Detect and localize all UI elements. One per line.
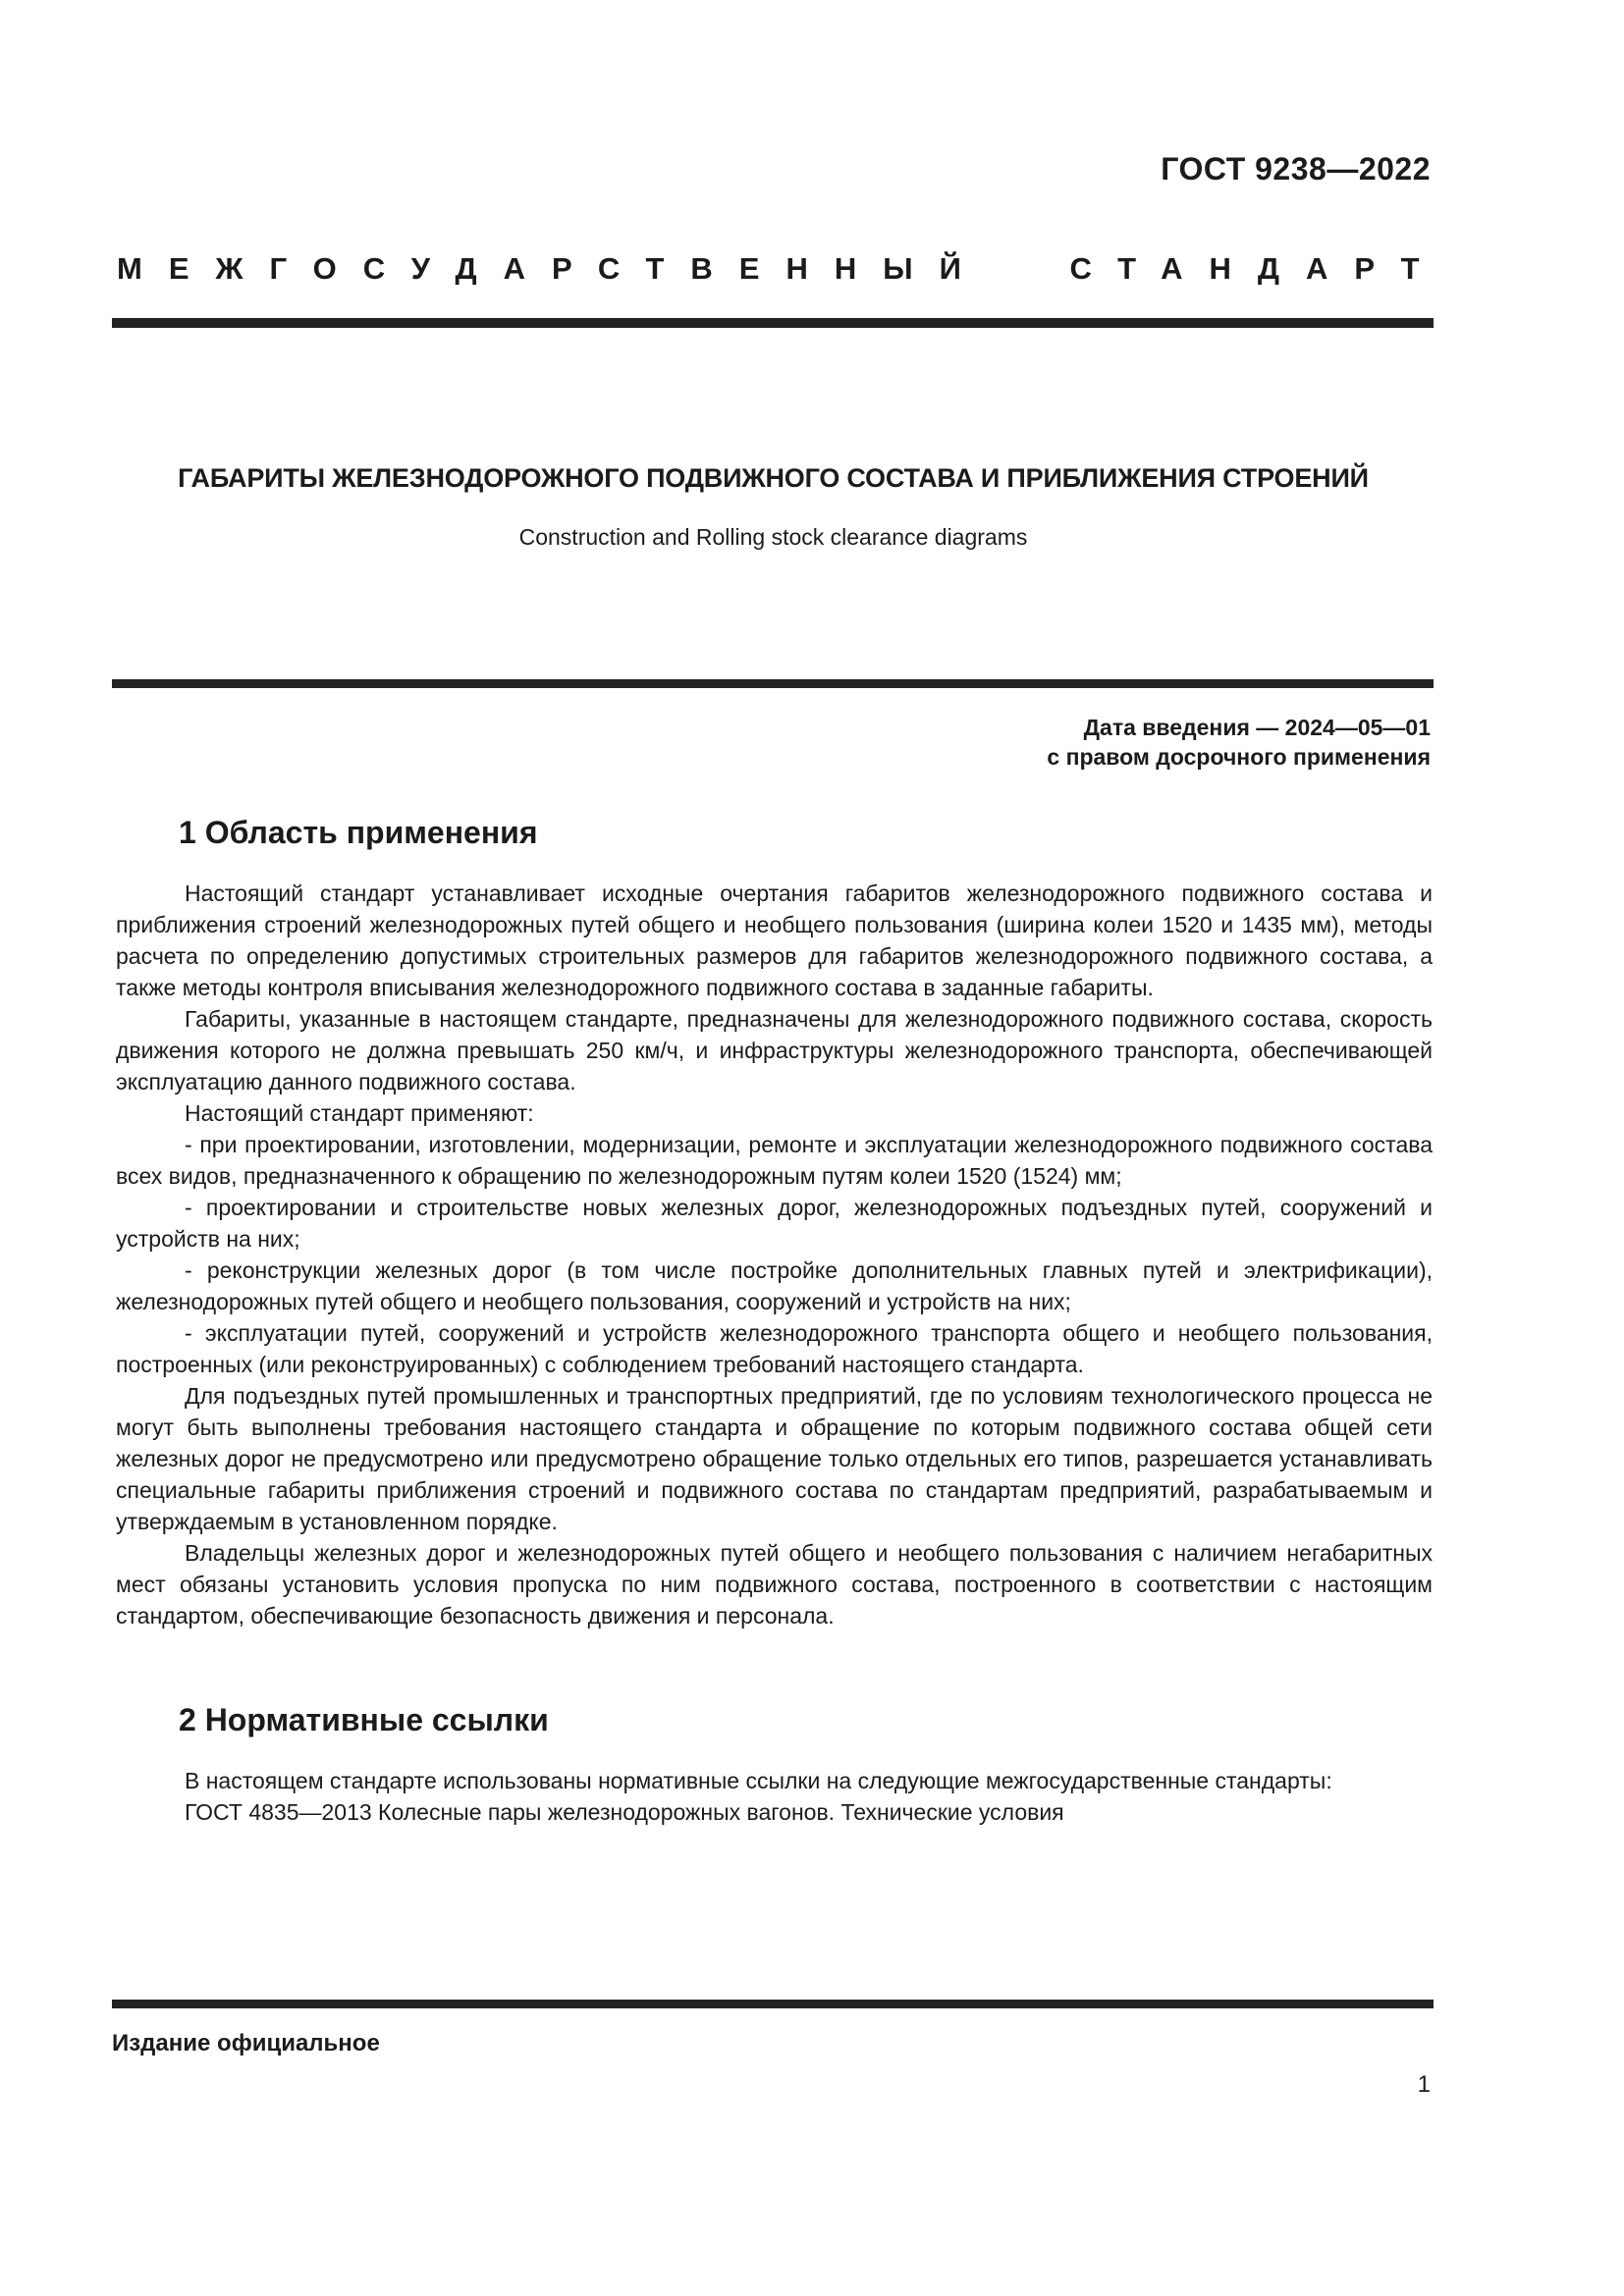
early-application-line: с правом досрочного применения <box>1047 744 1431 770</box>
paragraph: Для подъездных путей промышленных и транспортных предприятий, где по условиям технологического процесса не могут быть выполнены требования настоящего стандарта и обращение по которым подвижного состава общей сети железных дорог не предусмотрено или предусмотрено обращение только отдельных его типов, разрешается устанавливать специальные габариты приближения строений и подвижного состава по стандартам предприятий, разрабатываемым и утверждаемым в установленном порядке. <box>116 1383 1433 1534</box>
introduction-date-line: Дата введения — 2024—05—01 <box>1083 715 1431 740</box>
paragraph: Габариты, указанные в настоящем стандарте, предназначены для железнодорожного подвижного состава, скорость движения которого не должна превышать 250 км/ч, и инфраструктуры железнодорожного транспорта, обеспечивающей эксплуатацию данного подвижного состава. <box>116 1006 1433 1095</box>
header-rule <box>112 318 1434 328</box>
document-title-en: Construction and Rolling stock clearance diagrams <box>518 524 1028 550</box>
edition-note: Издание официальное <box>112 2030 380 2056</box>
document-body <box>116 815 1433 1828</box>
standard-type-banner: МЕЖГОСУДАРСТВЕННЫЙ СТАНДАРТ <box>117 251 1446 286</box>
title-rule <box>112 679 1434 688</box>
page-number: 1 <box>1417 2071 1431 2098</box>
footer-rule <box>112 2000 1434 2008</box>
paragraph: Настоящий стандарт применяют: <box>185 1100 534 1126</box>
doc-number: ГОСТ 9238—2022 <box>1161 151 1431 187</box>
paragraph: - реконструкции железных дорог (в том числе постройке дополнительных главных путей и электрификации), железнодорожных путей общего и необщего пользования, сооружений и устройств на них; <box>116 1257 1433 1314</box>
paragraph: Настоящий стандарт устанавливает исходные очертания габаритов железнодорожного подвижного состава и приближения строений железнодорожных путей общего и необщего пользования (ширина колеи 1520 и 1435 мм), методы расчета по определению допустимых строительных размеров для габаритов железнодорожного подвижного состава, а также методы контроля вписывания железнодорожного подвижного состава в заданные габариты. <box>116 881 1433 1000</box>
paragraph: ГОСТ 4835—2013 Колесные пары железнодорожных вагонов. Технические условия <box>185 1799 1064 1825</box>
document-title-ru: ГАБАРИТЫ ЖЕЛЕЗНОДОРОЖНОГО ПОДВИЖНОГО СОСТАВА И ПРИБЛИЖЕНИЯ СТРОЕНИЙ <box>178 463 1369 493</box>
paragraph: Владельцы железных дорог и железнодорожных путей общего и необщего пользования с наличием негабаритных мест обязаны установить условия пропуска по ним подвижного состава, построенного в соответствии с настоящим стандартом, обеспечивающие безопасность движения и персонала. <box>116 1540 1433 1629</box>
introduction-date-block <box>116 713 1431 772</box>
paragraph: В настоящем стандарте использованы нормативные ссылки на следующие межгосударственные стандарты: <box>185 1768 1332 1793</box>
section-2-heading: 2 Нормативные ссылки <box>179 1702 549 1737</box>
section-1-heading: 1 Область применения <box>179 815 538 850</box>
paragraph: - при проектировании, изготовлении, модернизации, ремонте и эксплуатации железнодорожного подвижного состава всех видов, предназначенного к обращению по железнодорожным путям колеи 1520 (1524) мм; <box>116 1132 1433 1189</box>
paragraph: - эксплуатации путей, сооружений и устройств железнодорожного транспорта общего и необщего пользования, построенных (или реконструированных) с соблюдением требований настоящего стандарта. <box>116 1320 1433 1377</box>
paragraph: - проектировании и строительстве новых железных дорог, железнодорожных подъездных путей, сооружений и устройств на них; <box>116 1195 1433 1252</box>
